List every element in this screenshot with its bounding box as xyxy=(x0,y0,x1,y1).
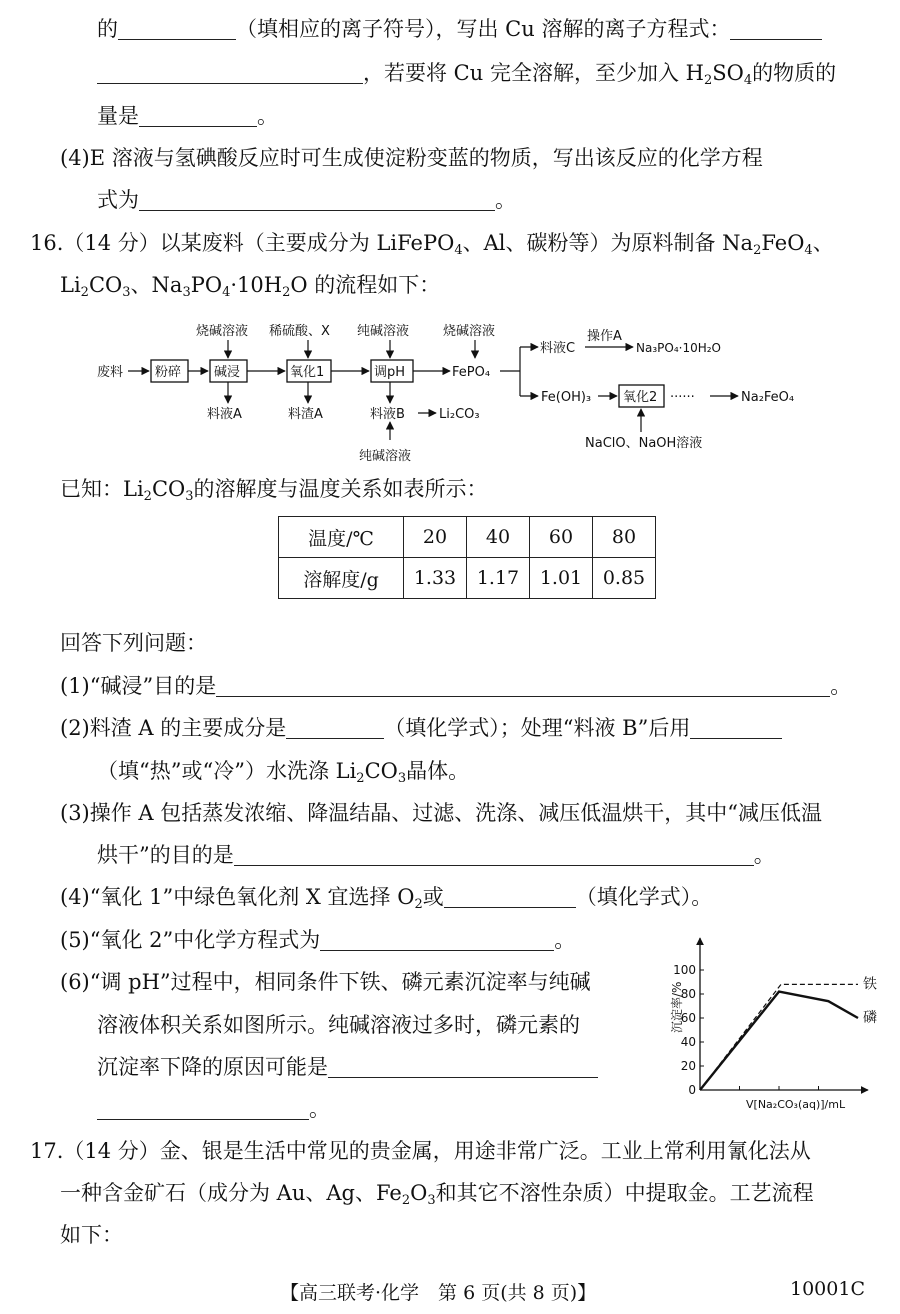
answer-blank[interactable] xyxy=(690,716,782,739)
q15-line-2: ，若要将 Cu 完全溶解，至少加入 $H_2SO_4$的物质的 xyxy=(97,58,836,88)
answer-blank[interactable] xyxy=(97,61,363,84)
table-cell: 20 xyxy=(404,517,467,558)
table-cell: 1.17 xyxy=(467,558,530,599)
liquor-b-label: 料液B xyxy=(370,407,405,422)
step-label: 碱浸 xyxy=(214,365,241,380)
known-info-line: 已知：$Li_2CO_3$的溶解度与温度关系如表所示： xyxy=(60,477,488,504)
answer-blank[interactable] xyxy=(139,104,257,127)
step-label: 氧化1 xyxy=(290,365,325,380)
y-tick-label: 20 xyxy=(680,1059,696,1073)
q16-part-1: (1)“碱浸”目的是 。 xyxy=(60,674,852,698)
liquor-c-label: 料液C xyxy=(540,341,576,356)
table-row xyxy=(279,558,656,599)
q16-part-2-cont: （填“热”或“冷”）水洗涤 $Li_2CO_3$晶体。 xyxy=(97,759,470,786)
residue-a-label: 料渣A xyxy=(288,407,323,422)
answer-blank[interactable] xyxy=(328,1055,598,1078)
y-tick-label: 100 xyxy=(673,963,696,977)
answer-blank[interactable] xyxy=(118,17,236,40)
table-cell: 40 xyxy=(467,517,530,558)
table-cell: 80 xyxy=(593,517,656,558)
q16-part-6-cont: 溶液体积关系如图所示。纯碱溶液过多时，磷元素的 xyxy=(97,1013,580,1037)
table-cell: 0.85 xyxy=(593,558,656,599)
table-cell: 1.33 xyxy=(404,558,467,599)
q17-line-3: 如下： xyxy=(60,1223,123,1247)
product-li2co3: Li₂CO₃ xyxy=(439,407,480,422)
q16-title-cont: $Li_2CO_3$、$Na_3PO_4\cdot 10H_2O$ 的流程如下： xyxy=(60,273,441,300)
q15-part-4: (4)E 溶液与氢碘酸反应时可生成使淀粉变蓝的物质，写出该反应的化学方程 xyxy=(60,146,763,170)
precipitation-chart xyxy=(650,930,890,1115)
y-tick-label: 80 xyxy=(680,987,696,1001)
reagent-label: 烧碱溶液 xyxy=(196,324,249,339)
q15-line-1: 的 （填相应的离子符号），写出 Cu 溶解的离子方程式： xyxy=(97,14,822,44)
q16-part-3-cont: 烘干”的目的是 。 xyxy=(97,843,775,867)
y-axis-label: 沉淀率/% xyxy=(670,981,684,1033)
series-label: 铁 xyxy=(863,976,877,993)
y-tick-label: 60 xyxy=(680,1011,696,1025)
operation-a-label: 操作A xyxy=(587,329,622,344)
answer-blank[interactable] xyxy=(139,188,495,211)
answer-blank[interactable] xyxy=(730,17,822,40)
reagent-label: 稀硫酸、X xyxy=(269,324,330,339)
q15-line-3: 量是 。 xyxy=(97,104,278,128)
raw-material-label: 废料 xyxy=(97,365,124,380)
series-line-iron xyxy=(700,984,858,1090)
y-tick-label: 40 xyxy=(680,1035,696,1049)
reagent-label: 纯碱溶液 xyxy=(359,449,412,464)
answer-intro: 回答下列问题： xyxy=(60,631,207,655)
table-header-cell: 温度/℃ xyxy=(279,517,404,558)
q17-title: 17.（14 分）金、银是生活中常见的贵金属，用途非常广泛。工业上常利用氰化法从 xyxy=(30,1139,811,1163)
y-tick-label: 0 xyxy=(688,1083,696,1097)
q16-part-5: (5)“氧化 2”中化学方程式为 。 xyxy=(60,928,576,952)
answer-blank[interactable] xyxy=(97,1097,309,1120)
reagent-label: 纯碱溶液 xyxy=(357,324,410,339)
liquor-a-label: 料液A xyxy=(207,407,242,422)
q17-line-2: 一种含金矿石（成分为 Au、Ag、$Fe_2O_3$和其它不溶性杂质）中提取金。工艺流程 xyxy=(60,1181,814,1208)
series-label: 磷 xyxy=(863,1010,877,1026)
q16-part-2: (2)料渣 A 的主要成分是 （填化学式）；处理“料液 B”后用 xyxy=(60,713,782,743)
reagent-label: NaClO、NaOH溶液 xyxy=(585,436,703,451)
feoh3-label: Fe(OH)₃ xyxy=(541,390,592,405)
answer-blank[interactable] xyxy=(216,674,830,697)
q16-part-4: (4)“氧化 1”中绿色氧化剂 X 宜选择 $O_2$或 （填化学式）。 xyxy=(60,885,713,912)
series-line-phosphorus xyxy=(700,992,858,1090)
process-flow-diagram xyxy=(0,310,900,470)
x-axis-label: V[Na₂CO₃(aq)]/mL xyxy=(746,1098,846,1111)
step-label: 调pH xyxy=(374,365,406,380)
answer-blank[interactable] xyxy=(286,716,384,739)
q16-part-6-cont: 。 xyxy=(97,1094,330,1124)
fepo4-label: FePO₄ xyxy=(452,365,491,380)
table-cell: 60 xyxy=(530,517,593,558)
reagent-label: 烧碱溶液 xyxy=(443,324,496,339)
paper-code: 10001C xyxy=(790,1278,865,1300)
table-row xyxy=(279,517,656,558)
q15-part-4-cont: 式为 。 xyxy=(97,188,516,212)
answer-blank[interactable] xyxy=(444,885,576,908)
step-label: 氧化2 xyxy=(623,390,658,405)
table-header-cell: 溶解度/g xyxy=(279,558,404,599)
q16-title: 16.（14 分）以某废料（主要成分为 LiFePO$_4$、Al、碳粉等）为原料制备 $Na_2FeO_4$、 xyxy=(30,231,834,258)
product-na2feo4: Na₂FeO₄ xyxy=(741,390,795,405)
product-na3po4: Na₃PO₄·10H₂O xyxy=(636,341,721,355)
q16-part-3: (3)操作 A 包括蒸发浓缩、降温结晶、过滤、洗涤、减压低温烘干，其中“减压低温 xyxy=(60,801,822,825)
q16-part-6: (6)“调 pH”过程中，相同条件下铁、磷元素沉淀率与纯碱 xyxy=(60,970,591,994)
answer-blank[interactable] xyxy=(234,843,754,866)
answer-blank[interactable] xyxy=(320,928,554,951)
q16-part-6-cont: 沉淀率下降的原因可能是 xyxy=(97,1052,598,1082)
table-cell: 1.01 xyxy=(530,558,593,599)
ellipsis: ······ xyxy=(670,390,695,405)
page-footer: 【高三联考·化学 第 6 页(共 8 页)】 xyxy=(280,1282,597,1304)
solubility-table xyxy=(278,516,656,599)
step-label: 粉碎 xyxy=(155,365,182,380)
